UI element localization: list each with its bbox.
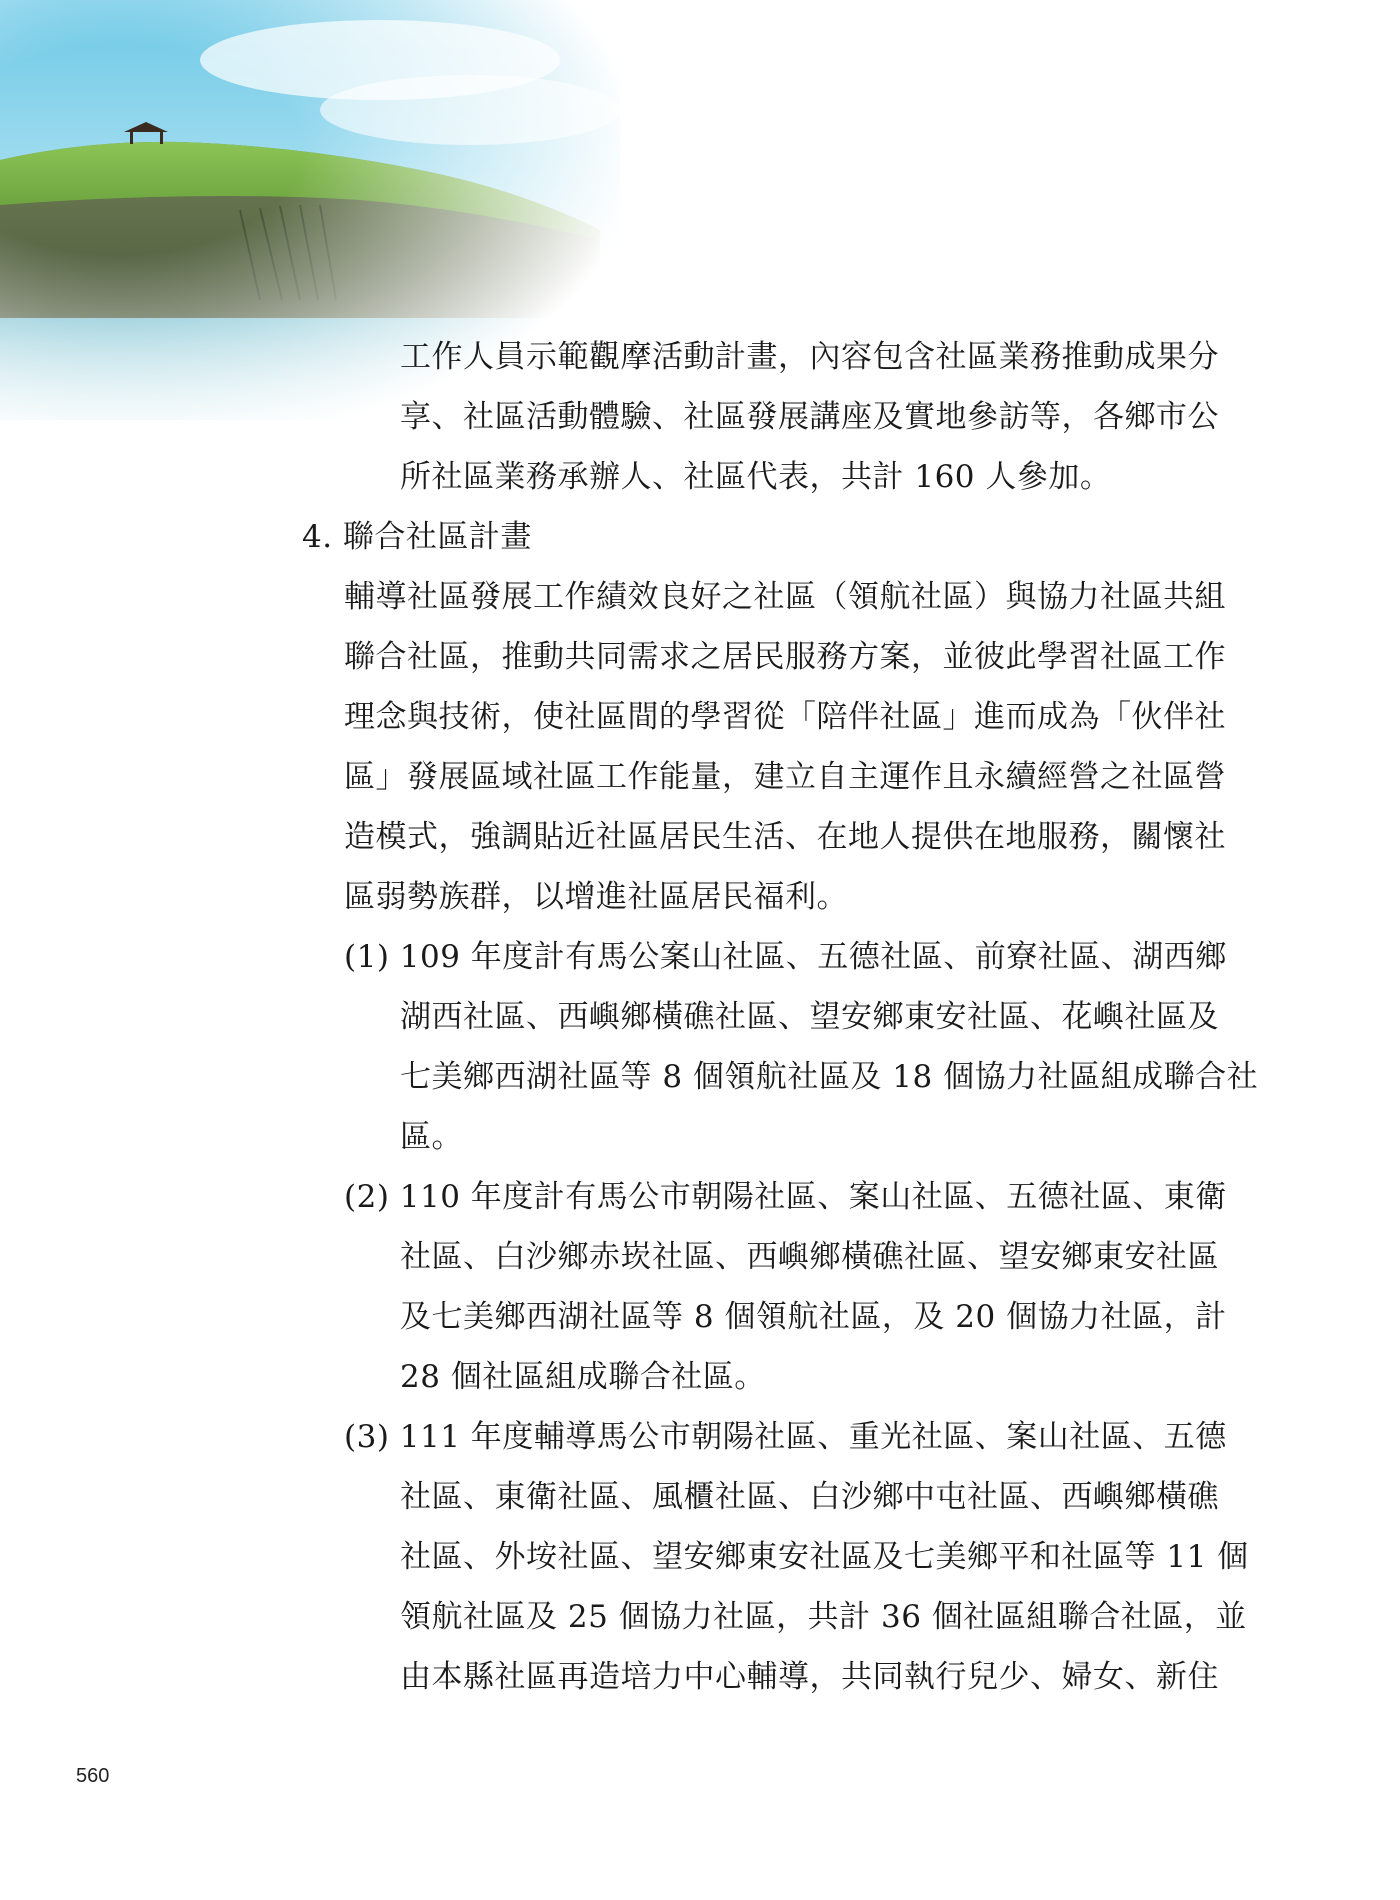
list-item-line: 及七美鄉西湖社區等 8 個領航社區，及 20 個協力社區，計: [400, 1299, 1227, 1335]
list-item-line: 領航社區及 25 個協力社區，共計 36 個社區組聯合社區，並: [400, 1599, 1247, 1635]
list-item-line: 社區、東衛社區、風櫃社區、白沙鄉中屯社區、西嶼鄉橫礁: [400, 1479, 1219, 1515]
list-item-line: (3) 111 年度輔導馬公市朝陽社區、重光社區、案山社區、五德: [344, 1419, 1227, 1455]
list-item-line: (2) 110 年度計有馬公市朝陽社區、案山社區、五德社區、東衛: [344, 1179, 1227, 1215]
text-line: 輔導社區發展工作績效良好之社區（領航社區）與協力社區共組: [344, 579, 1226, 615]
text-line: 區」發展區域社區工作能量，建立自主運作且永續經營之社區營: [344, 759, 1226, 795]
page-number: 560: [76, 1765, 110, 1787]
list-item-line: 湖西社區、西嶼鄉橫礁社區、望安鄉東安社區、花嶼社區及: [400, 999, 1219, 1035]
list-item-line: 28 個社區組成聯合社區。: [400, 1359, 766, 1395]
text-line: 區弱勢族群，以增進社區居民福利。: [344, 879, 848, 915]
list-item-line: (1) 109 年度計有馬公案山社區、五德社區、前寮社區、湖西鄉: [344, 939, 1227, 975]
section-heading: 4. 聯合社區計畫: [302, 519, 532, 555]
text-line: 理念與技術，使社區間的學習從「陪伴社區」進而成為「伙伴社: [344, 699, 1226, 735]
list-item-line: 七美鄉西湖社區等 8 個領航社區及 18 個協力社區組成聯合社: [400, 1059, 1259, 1095]
text-line: 造模式，強調貼近社區居民生活、在地人提供在地服務，關懷社: [344, 819, 1226, 855]
list-item-line: 由本縣社區再造培力中心輔導，共同執行兒少、婦女、新住: [400, 1659, 1219, 1695]
text-line: 所社區業務承辦人、社區代表，共計 160 人參加。: [400, 459, 1112, 495]
list-item-line: 區。: [400, 1119, 463, 1155]
text-line: 享、社區活動體驗、社區發展講座及實地參訪等，各鄉市公: [400, 399, 1219, 435]
list-item-line: 社區、白沙鄉赤崁社區、西嶼鄉橫礁社區、望安鄉東安社區: [400, 1239, 1219, 1275]
list-item-line: 社區、外垵社區、望安鄉東安社區及七美鄉平和社區等 11 個: [400, 1539, 1249, 1575]
text-line: 工作人員示範觀摩活動計畫，內容包含社區業務推動成果分: [400, 339, 1219, 375]
text-line: 聯合社區，推動共同需求之居民服務方案，並彼此學習社區工作: [344, 639, 1226, 675]
